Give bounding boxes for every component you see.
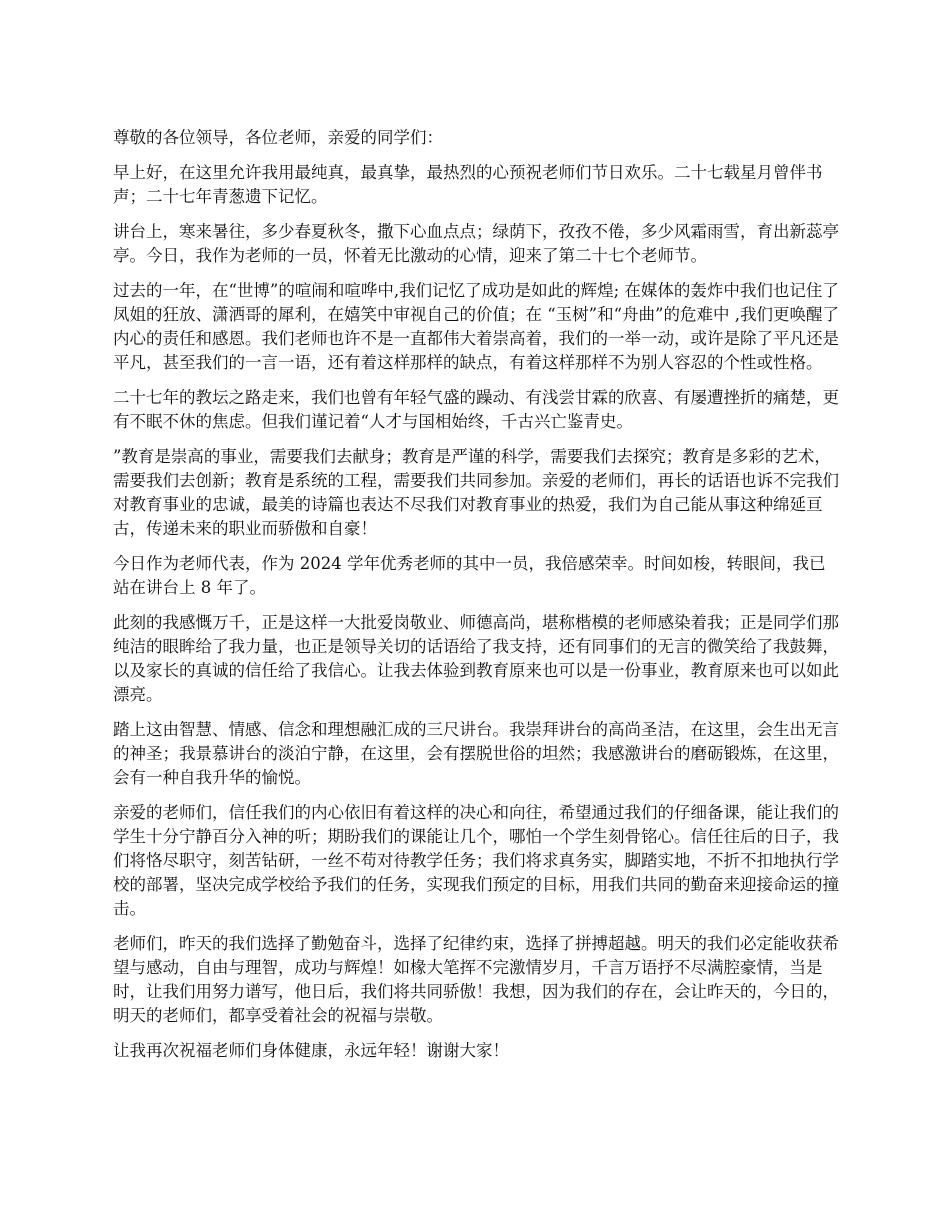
paragraph-belief: 亲爱的老师们，信任我们的内心依旧有着这样的决心和向往，希望通过我们的仔细备课，能让我们的学生十分宁静百分入神的听；期盼我们的课能让几个，哪怕一个学生刻骨铭心。信任往后的日子，我们将恪尽职守，刻苦钻研，一丝不苟对待教学任务；我们将求真务实，脚踏实地，不折不扣地执行学校的部署，坚决完成学校给予我们的任务，实现我们预定的目标，用我们共同的勤奋来迎接命运的撞击。 [113, 803, 839, 918]
paragraph-closing: 让我再次祝福老师们身体健康，永远年轻！谢谢大家！ [113, 1041, 509, 1060]
paragraph-opening: 早上好，在这里允许我用最纯真，最真挚，最热烈的心预祝老师们节日欢乐。二十七载星月曾伴书声；二十七年青葱遗下记忆。 [113, 163, 823, 206]
paragraph-three-foot-podium: 踏上这由智慧、情感、信念和理想融汇成的三尺讲台。我崇拜讲台的高尚圣洁，在这里，会生出无言的神圣；我景慕讲台的淡泊宁静，在这里，会有摆脱世俗的坦然；我感激讲台的磨砺锻炼，在这里，会有一种自我升华的愉悦。 [113, 720, 839, 787]
paragraph-past-year: 过去的一年，在“世博”的喧闹和喧哗中,我们记忆了成功是如此的辉煌; 在媒体的轰炸中我们也记住了凤姐的狂放、潇洒哥的犀利，在嬉笑中审视自己的价值；在 “玉树”和“舟曲”的危难中 ,我们更唤醒了内心的责任和感恩。我们老师也许不是一直都伟大着崇高着，我们的一举一动，或许是除了平凡还是平凡，甚至我们的一言一语，还有着这样那样的缺点，有着这样那样不为别人容忍的个性或性格。 [113, 281, 839, 372]
paragraph-future: 老师们，昨天的我们选择了勤勉奋斗，选择了纪律约束，选择了拼搏超越。明天的我们必定能收获希望与感动，自由与理智，成功与辉煌！如椽大笔挥不完激情岁月，千言万语抒不尽满腔豪情，当是时，让我们用努力谱写，他日后，我们将共同骄傲！我想，因为我们的存在，会让昨天的，今日的，明天的老师们，都享受着社会的祝福与崇敬。 [113, 934, 839, 1025]
document-body [113, 126, 841, 1074]
paragraph-gratitude: 此刻的我感慨万千，正是这样一大批爱岗敬业、师德高尚，堪称楷模的老师感染着我；正是同学们那纯洁的眼眸给了我力量，也正是领导关切的话语给了我支持，还有同事们的无言的微笑给了我鼓舞，以及家长的真诚的信任给了我信心。让我去体验到教育原来也可以是一份事业，教育原来也可以如此漂亮。 [113, 613, 839, 704]
paragraph-teaching-road: 二十七年的教坛之路走来，我们也曾有年轻气盛的躁动、有浅尝甘霖的欣喜、有屡遭挫折的痛楚，更有不眠不休的焦虑。但我们谨记着“人才与国相始终，千古兴亡鉴青史。 [113, 388, 839, 431]
paragraph-greeting: 尊敬的各位领导，各位老师，亲爱的同学们： [113, 128, 443, 147]
paragraph-education: ”教育是崇高的事业，需要我们去献身；教育是严谨的科学，需要我们去探究；教育是多彩的艺术，需要我们去创新；教育是系统的工程，需要我们共同参加。亲爱的老师们，再长的话语也诉不完我们对教育事业的忠诚，最美的诗篇也表达不尽我们对教育事业的热爱，我们为自己能从事这种绵延亘古，传递未来的职业而骄傲和自豪！ [113, 447, 839, 538]
paragraph-representative: 今日作为老师代表，作为 2024 学年优秀老师的其中一员，我倍感荣幸。时间如梭，转眼间，我已站在讲台上 8 年了。 [113, 554, 826, 597]
paragraph-podium: 讲台上，寒来暑往，多少春夏秋冬，撒下心血点点；绿荫下，孜孜不倦，多少风霜雨雪，育出新蕊亭亭。今日，我作为老师的一员，怀着无比激动的心情，迎来了第二十七个老师节。 [113, 222, 839, 265]
